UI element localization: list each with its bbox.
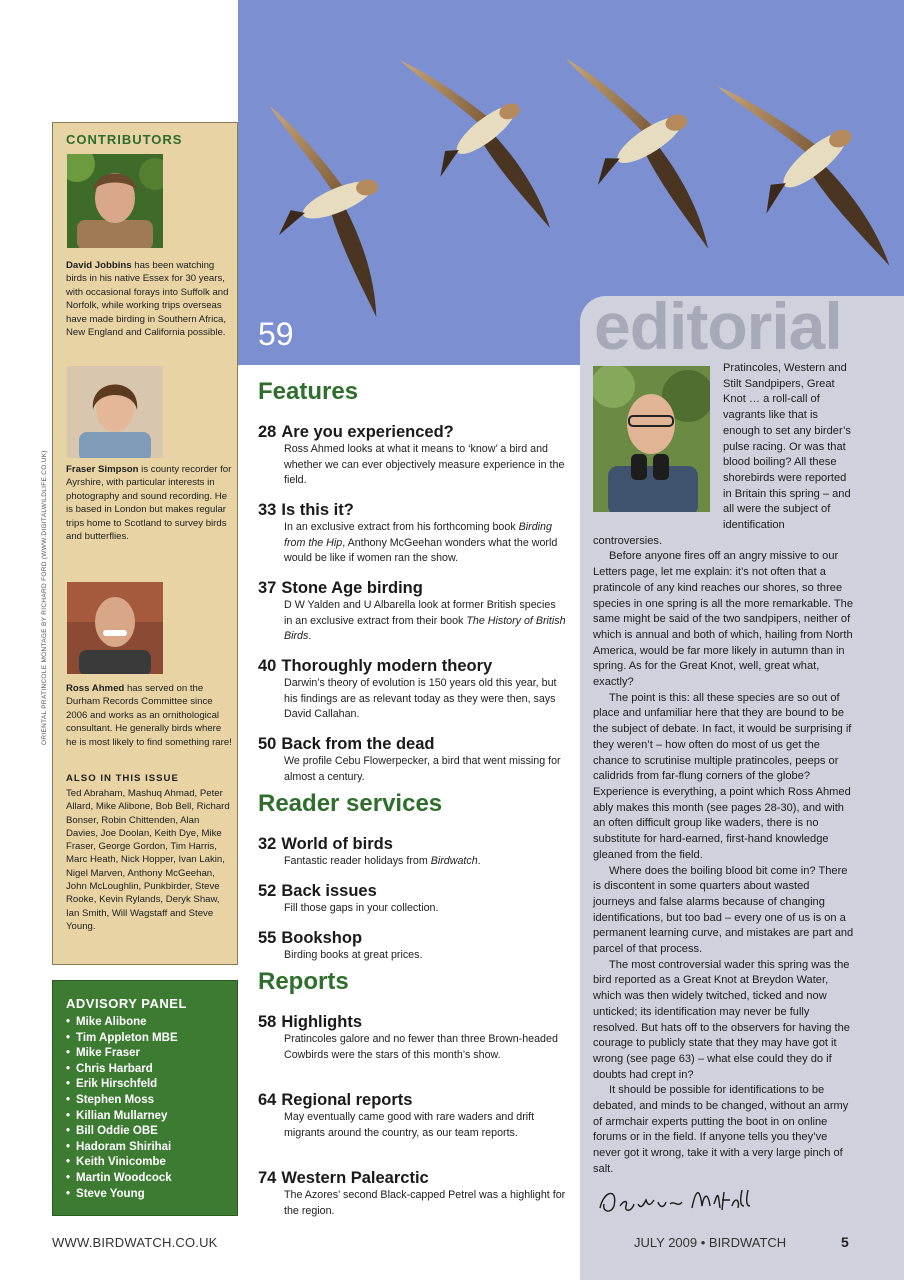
advisory-member: • Hadoram Shirihai <box>66 1140 236 1156</box>
advisory-member: • Keith Vinicombe <box>66 1155 236 1171</box>
contributor-bio: Ross Ahmed has served on the Durham Records Committee since 2006 and works as an ornithological consultant. He generally birds where he is most likely to find something rare! <box>66 683 232 748</box>
footer-issue: JULY 2009 • BIRDWATCH <box>634 1235 787 1250</box>
advisory-member: • Mike Alibone <box>66 1015 236 1031</box>
footer-website[interactable]: WWW.BIRDWATCH.CO.UK <box>52 1235 218 1250</box>
cover-page-number: 59 <box>258 316 294 352</box>
reader-services-heading: Reader services <box>258 790 443 817</box>
editorial-paragraph: Pratincoles, Western and Stilt Sandpipers, Great Knot … a roll-call of vagrants like that is enough to set any birder’s pulse racing. Or was that blood boiling? All these shorebirds were reported in Britain this spring – and all were the subject of identification controversies. <box>593 362 851 547</box>
advisory-member: • Stephen Moss <box>66 1093 236 1109</box>
editorial-title: editorial <box>594 289 842 363</box>
advisory-member: • Mike Fraser <box>66 1046 236 1062</box>
advisory-member: • Erik Hirschfeld <box>66 1077 236 1093</box>
editorial-paragraph: Before anyone fires off an angry missive to our Letters page, let me explain: it’s not often that a pratincole of any kind reaches our shores, so three species in one spring is all the more remarkable. The same might be said of the two sandpipers, neither of which is annual and both of which, hailing from North America, would be far more likely in autumn than in spring. As for the Great Knot, well, great what, exactly? <box>593 550 854 689</box>
contents-item[interactable]: 33 Is this it? In an exclusive extract from his forthcoming book Birding from the Hip, Anthony McGeehan wonders what the world would be like if women ran the show. <box>258 501 558 565</box>
contents-item[interactable]: 40 Thoroughly modern theory Darwin’s theory of evolution is 150 years old this year, but his findings are as relevant today as they were then, says David Callahan. <box>258 657 557 721</box>
photo-float-spacer <box>593 361 723 533</box>
advisory-panel-list <box>66 1015 236 1202</box>
contributors-title: CONTRIBUTORS <box>66 132 183 147</box>
contents-item[interactable]: 28 Are you experienced? Ross Ahmed looks at what it means to ‘know’ a bird and whether we can ever objectively measure experience in the field. <box>258 423 565 487</box>
editorial-paragraph: The point is this: all these species are so out of place and unfamiliar here that they are bound to be the subject of debate. In fact, it would be surprising if they weren’t – how often do most of us get the chance to scrutinise multiple pratincoles, peeps or calidrids from far-flung corners of the globe? Experience is everything, a point which Ross Ahmed ably makes this month (see pages 28-30), and with an often difficult group like waders, there is no substitute for hard-earned, first-hand knowledge gleaned from the field. <box>593 691 852 861</box>
editor-signature <box>596 1184 756 1225</box>
contents-item[interactable]: 64 Regional reports May eventually came good with rare waders and drift migrants around the country, as our team reports. <box>258 1091 535 1139</box>
editorial-paragraph: Where does the boiling blood bit come in? There is discontent in some quarters about wasted journeys and false alarms because of changing identifications, but too bad – every one of us is on a permanent learning curve, and mistakes are part and parcel of that process. <box>593 864 854 956</box>
contents-item[interactable]: 58 Highlights Pratincoles galore and no fewer than three Brown-headed Cowbirds were the stars of this month’s show. <box>258 1013 558 1061</box>
features-heading: Features <box>258 378 359 405</box>
contents-item[interactable]: 74 Western Palearctic The Azores’ second Black-capped Petrel was a highlight for the region. <box>258 1169 566 1217</box>
contents-item[interactable]: 32 World of birds Fantastic reader holidays from Birdwatch. <box>258 835 481 867</box>
editorial-body <box>593 361 854 1178</box>
also-in-this-issue-list: Ted Abraham, Mashuq Ahmad, Peter Allard, Mike Alibone, Bob Bell, Richard Bonser, Robin Chittenden, Alan Davies, Joe Doolan, Keith Dye, Mike Fraser, George Gordon, Tim Harris, Marc Heath, Nick Hopper, Ivan Lakin, Nigel Marven, Anthony McGeehan, John McLoughlin, Punkbirder, Steve Rooke, Kevin Rylands, Deryk Shaw, Ian Smith, Will Wagstaff and Steve Young. <box>66 788 230 932</box>
reports-heading: Reports <box>258 968 349 995</box>
advisory-member: • Chris Harbard <box>66 1062 236 1078</box>
contributor-photo-fraser-simpson <box>67 366 163 458</box>
advisory-member: • Martin Woodcock <box>66 1171 236 1187</box>
contributor-bio: Fraser Simpson is county recorder for Ayrshire, with particular interests in photography and sound recording. He is based in London but makes regular trips home to Scotland to survey birds and butterflies. <box>66 464 232 543</box>
contents-item[interactable]: 55 Bookshop Birding books at great prices. <box>258 929 423 961</box>
editorial-paragraph: The most controversial wader this spring was the bird reported as a Great Knot at Breydon Water, which was then widely twitched, ticked and now unticked; its identification may never be fully resolved. But hats off to the observers for having the courage to publicly state that they may have got it wrong (see page 63) – what else could they do if doubts had crept in? <box>593 958 850 1081</box>
advisory-member: • Tim Appleton MBE <box>66 1031 236 1047</box>
contents-item[interactable]: 52 Back issues Fill those gaps in your collection. <box>258 882 439 914</box>
contributor-bio: David Jobbins has been watching birds in his native Essex for 30 years, with occasional forays into Suffolk and Norfolk, while working trips overseas have made birding in Southern Africa, New England and California possible. <box>66 260 229 339</box>
advisory-member: • Steve Young <box>66 1187 236 1203</box>
advisory-member: • Killian Mullarney <box>66 1109 236 1125</box>
editorial-paragraph: It should be possible for identifications to be debated, and minds to be changed, without an army of armchair experts putting the boot in on online forums or in the field. If anyone tells you they’ve never got it wrong, take it with a very large pinch of salt. <box>593 1084 849 1175</box>
contents-item[interactable]: 37 Stone Age birding D W Yalden and U Albarella look at former British species in an exclusive extract from their book The History of British Birds. <box>258 579 566 643</box>
contributor-photo-david-jobbins <box>67 154 163 248</box>
footer-page-number: 5 <box>841 1234 849 1250</box>
advisory-member: • Bill Oddie OBE <box>66 1124 236 1140</box>
contributor-photo-ross-ahmed <box>67 582 163 674</box>
contents-item[interactable]: 50 Back from the dead We profile Cebu Flowerpecker, a bird that went missing for almost a century. <box>258 735 561 783</box>
also-in-this-issue-title: ALSO IN THIS ISSUE <box>66 773 179 784</box>
advisory-panel-title: ADVISORY PANEL <box>66 996 187 1011</box>
photo-credit: ORIENTAL PRATINCOLE MONTAGE BY RICHARD FORD (WWW.DIGITALWILDLIFE.CO.UK) <box>41 450 48 745</box>
